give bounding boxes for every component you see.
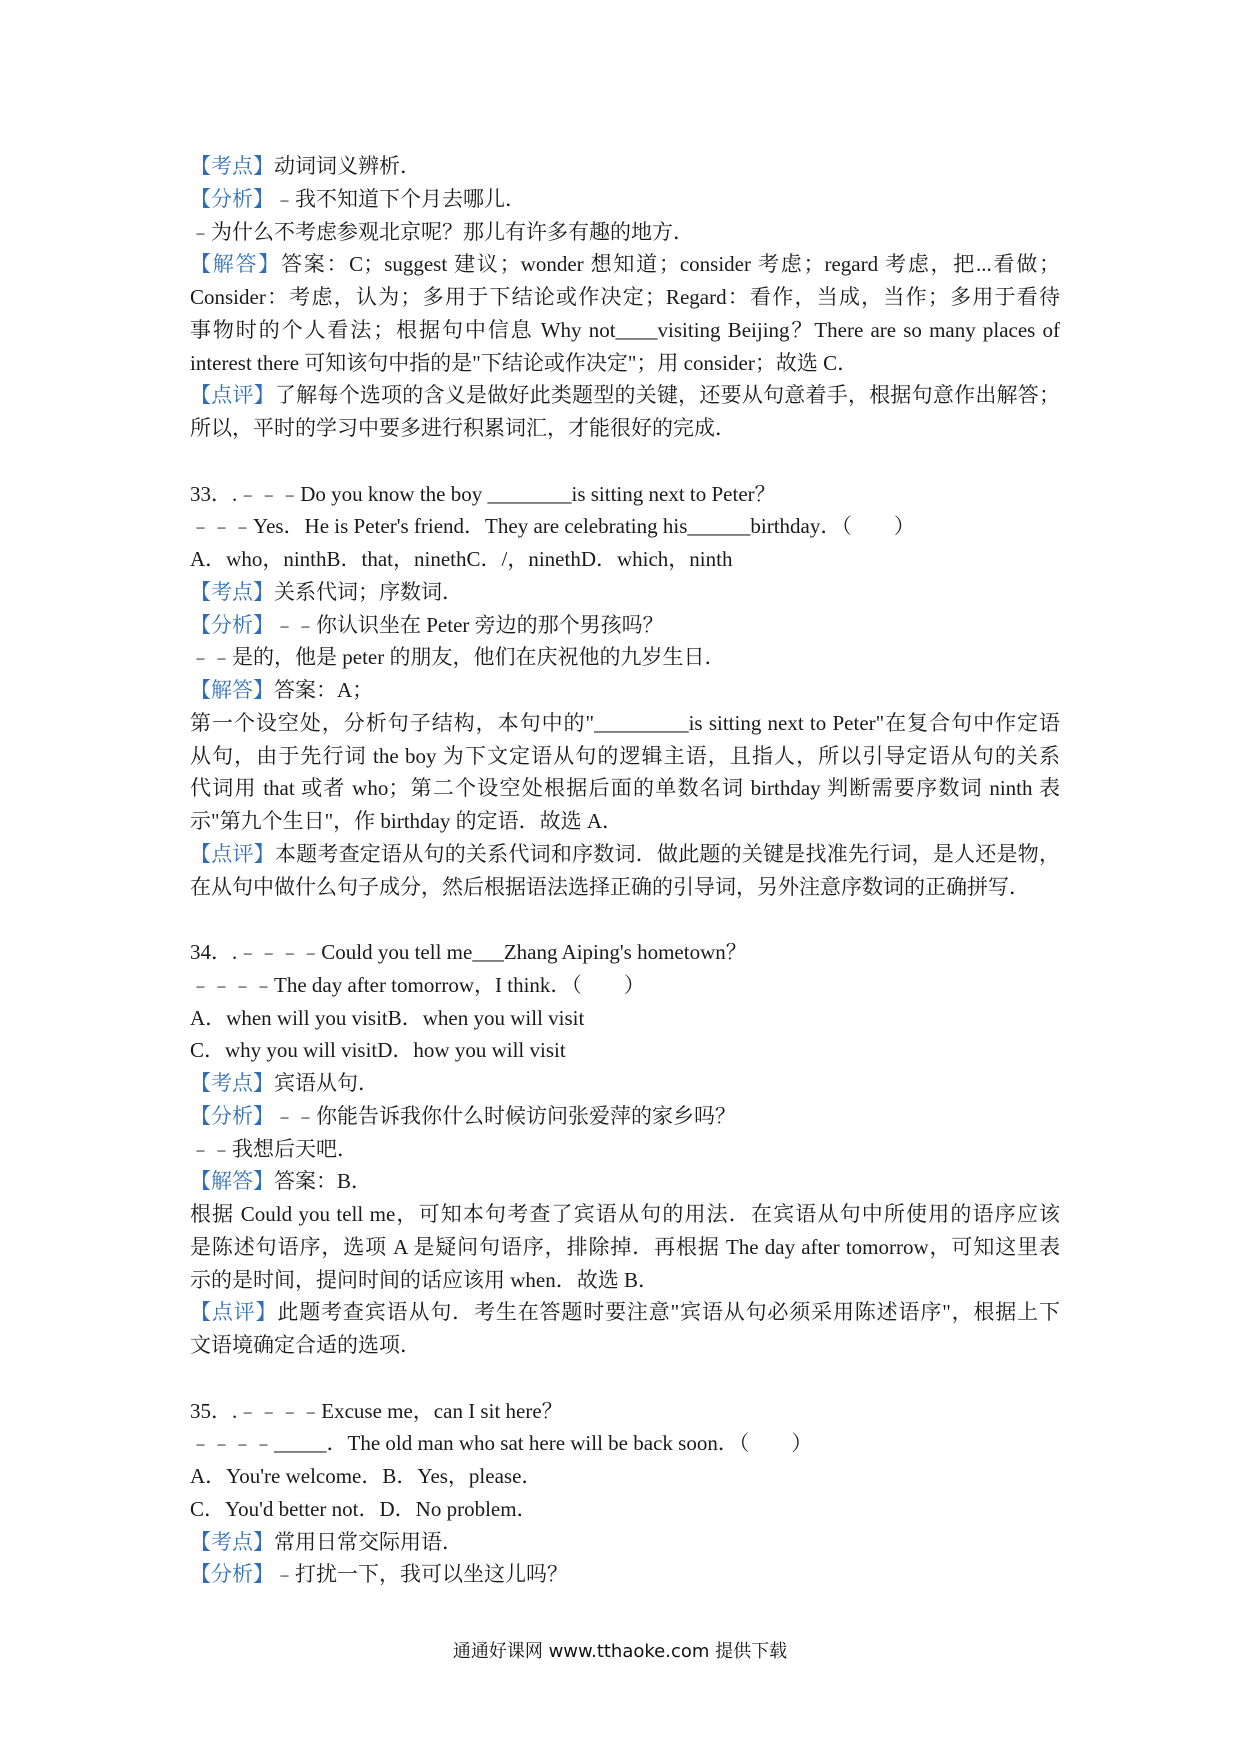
question-33 <box>190 478 1060 904</box>
answer-line: Consider：考虑，认为；多用于下结论或作决定；Regard：看作，当成，当作；多用于看待 <box>190 285 1060 309</box>
options-line: A．who，ninthB．that，ninethC．/，ninethD．which，ninth <box>190 547 733 571</box>
question-stem-line: ﹣﹣﹣Yes．He is Peter's friend．They are celebrating his______birthday．（ ） <box>190 514 915 539</box>
comment-line <box>190 838 1060 871</box>
options-line: A．when will you visitB．when you will visit <box>190 1005 585 1030</box>
answer-line: 第一个设空处，分析句子结构，本句中的"_________is sitting next to Peter"在复合句中作定语 <box>190 710 1060 735</box>
analysis-line: ﹣﹣我想后天吧． <box>190 1136 358 1161</box>
exam-point-line <box>190 1067 1060 1100</box>
comment-line <box>190 1296 1060 1329</box>
answer-line: 根据 Could you tell me，可知本句考查了宾语从句的用法．在宾语从句中所使用的语序应该 <box>190 1202 1060 1226</box>
exam-point-label: 【考点】 <box>190 579 274 604</box>
answer-line: 是陈述句语序，选项 A 是疑问句语序，排除掉．再根据 The day after tomorrow，可知这里表 <box>190 1234 1060 1259</box>
answer-label: 【解答】 <box>190 678 274 702</box>
analysis-line <box>190 1558 1060 1591</box>
comment-text: 本题考查定语从句的关系代词和序数词．做此题的关键是找准先行词，是人还是物， <box>274 841 1061 866</box>
answer-line <box>190 1165 1060 1198</box>
analysis-line: ﹣﹣是的，他是 peter 的朋友，他们在庆祝他的九岁生日． <box>190 645 726 670</box>
answer-line: 示的是时间，提问时间的话应该用 when．故选 B． <box>190 1267 659 1292</box>
question-34 <box>190 936 1060 1362</box>
previous-answer-block <box>190 150 1060 445</box>
analysis-line: ﹣为什么不考虑参观北京呢？那儿有许多有趣的地方． <box>190 219 694 244</box>
comment-line <box>190 379 1060 412</box>
comment-line: 文语境确定合适的选项． <box>190 1333 421 1357</box>
question-stem-line: 34．.﹣﹣﹣﹣Could you tell me___Zhang Aiping's hometown？ <box>190 940 747 964</box>
exam-point-label: 【考点】 <box>190 1529 274 1554</box>
analysis-line <box>190 183 1060 216</box>
question-stem-line: 35．.﹣﹣﹣﹣Excuse me，can I sit here？ <box>190 1398 563 1423</box>
question-stem-line: ﹣﹣﹣﹣The day after tomorrow，I think．（ ） <box>190 972 645 997</box>
answer-line: 代词用 that 或者 who；第二个设空处根据后面的单数名词 birthday 判断需要序数词 ninth 表 <box>190 776 1060 801</box>
exam-point-text: 常用日常交际用语． <box>274 1529 463 1554</box>
exam-point-label: 【考点】 <box>190 154 274 178</box>
answer-line <box>190 248 1060 281</box>
analysis-line <box>190 609 1060 642</box>
answer-label: 【解答】 <box>190 252 281 277</box>
comment-text: 了解每个选项的含义是做好此类题型的关键，还要从句意着手，根据句意作出解答； <box>274 383 1061 408</box>
analysis-text: ﹣打扰一下，我可以坐这儿吗？ <box>274 1562 568 1587</box>
comment-label: 【点评】 <box>190 383 275 408</box>
exam-point-line <box>190 1526 1060 1559</box>
exam-point-label: 【考点】 <box>190 1071 274 1095</box>
exam-point-line <box>190 576 1060 609</box>
question-stem-line: ﹣﹣﹣﹣_____．The old man who sat here will be back soon．（ ） <box>190 1431 813 1456</box>
answer-label: 【解答】 <box>190 1169 274 1194</box>
analysis-label: 【分析】 <box>190 1103 274 1128</box>
options-line: C．You'd better not．D．No problem． <box>190 1496 538 1521</box>
options-line: A．You're welcome．B．Yes，please． <box>190 1464 543 1488</box>
comment-label: 【点评】 <box>190 841 275 866</box>
question-stem-line: 33．.﹣﹣﹣Do you know the boy ________is sitting next to Peter？ <box>190 481 776 506</box>
answer-line: 示"第九个生日"，作 birthday 的定语．故选 A． <box>190 809 624 833</box>
analysis-label: 【分析】 <box>190 186 274 211</box>
question-35 <box>190 1395 1060 1592</box>
analysis-text: ﹣﹣你认识坐在 Peter 旁边的那个男孩吗？ <box>274 612 664 637</box>
analysis-text: ﹣﹣你能告诉我你什么时候访问张爱萍的家乡吗？ <box>274 1103 736 1128</box>
exam-point-text: 关系代词；序数词． <box>274 579 463 604</box>
answer-text: 答案：B． <box>274 1169 373 1194</box>
analysis-text: ﹣我不知道下个月去哪儿． <box>274 186 526 211</box>
answer-line: 从句，由于先行词 the boy 为下文定语从句的逻辑主语，且指人，所以引导定语从句的关系 <box>190 743 1060 768</box>
page-footer: 通通好课网 www.tthaoke.com 提供下载 <box>452 1641 788 1662</box>
answer-line: interest there 可知该句中指的是"下结论或作决定"；用 consider；故选 C． <box>190 350 859 375</box>
exam-point-text: 宾语从句． <box>274 1071 379 1095</box>
exam-point-text: 动词词义辨析． <box>274 154 421 178</box>
answer-text: 答案：C；suggest 建议；wonder 想知道；consider 考虑；regard 考虑，把...看做； <box>280 252 1060 277</box>
comment-line: 在从句中做什么句子成分，然后根据语法选择正确的引导词，另外注意序数词的正确拼写． <box>190 874 1030 899</box>
analysis-label: 【分析】 <box>190 1562 274 1587</box>
analysis-line <box>190 1100 1060 1133</box>
answer-line: 事物时的个人看法；根据句中信息 Why not____visiting Beijing？There are so many places of <box>190 317 1060 342</box>
comment-label: 【点评】 <box>190 1300 278 1325</box>
answer-line <box>190 674 1060 707</box>
document-body <box>190 150 1060 1591</box>
comment-text: 此题考查宾语从句．考生在答题时要注意"宾语从句必须采用陈述语序"，根据上下 <box>277 1300 1060 1325</box>
answer-text: 答案：A； <box>274 678 374 702</box>
options-line: C．why you will visitD．how you will visit <box>190 1038 566 1063</box>
comment-line: 所以，平时的学习中要多进行积累词汇，才能很好的完成． <box>190 416 736 440</box>
analysis-label: 【分析】 <box>190 612 274 637</box>
exam-point-line <box>190 150 1060 183</box>
